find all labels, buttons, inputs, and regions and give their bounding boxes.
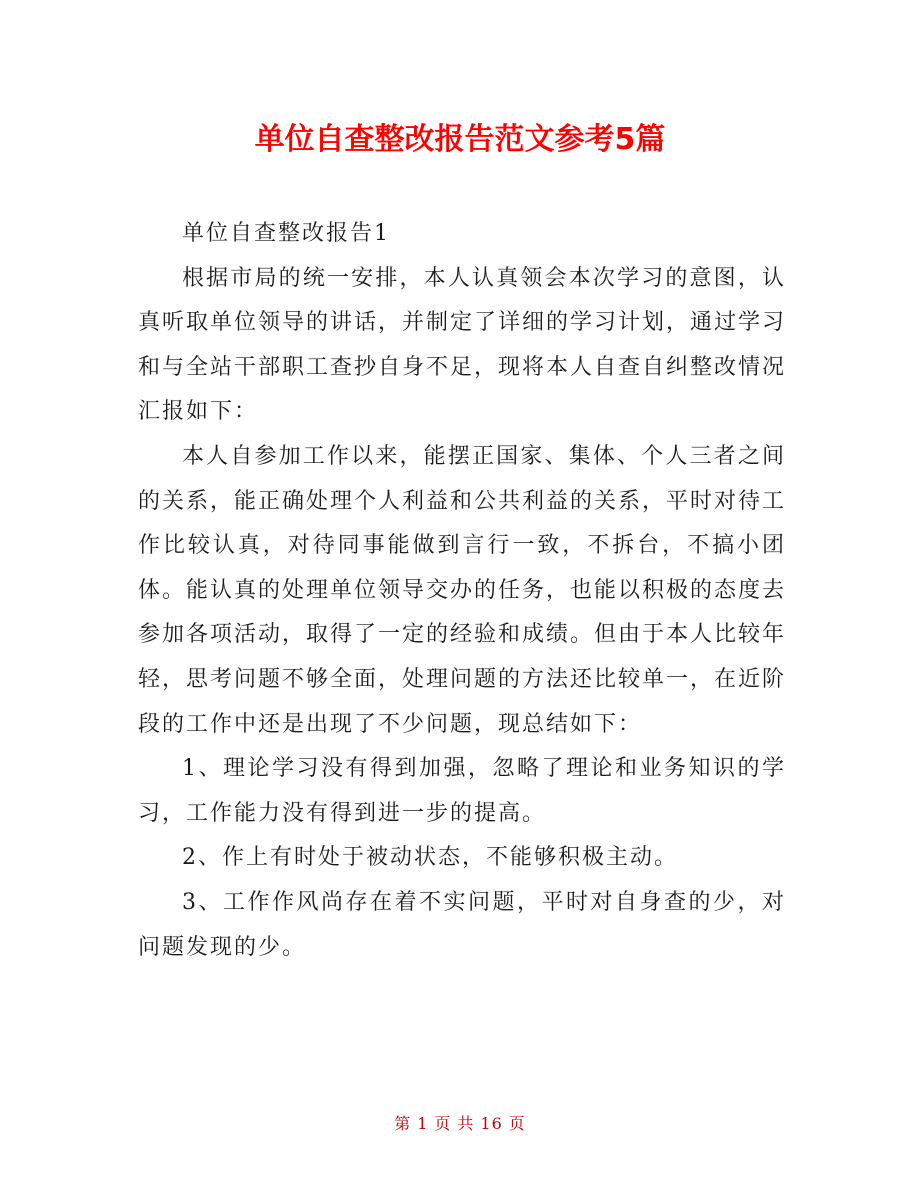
paragraph-intro: 根据市局的统一安排，本人认真领会本次学习的意图，认真听取单位领导的讲话，并制定了详细的学习计划，通过学习和与全站干部职工查抄自身不足，现将本人自查自纠整改情况汇报如下： (138, 265, 787, 425)
page-footer (0, 1112, 920, 1136)
footer-current-page: 1 (417, 1114, 429, 1133)
paragraph-self-review: 本人自参加工作以来，能摆正国家、集体、个人三者之间的关系，能正确处理个人利益和公共利益的关系，平时对待工作比较认真，对待同事能做到言行一致，不拆台，不搞小团体。能认真的处理单位领导交办的任务，也能以积极的态度去参加各项活动，取得了一定的经验和成绩。但由于本人比较年轻，思考问题不够全面，处理问题的方法还比较单一，在近阶段的工作中还是出现了不少问题，现总结如下： (138, 443, 787, 737)
footer-total-pages: 16 (480, 1114, 503, 1133)
footer-total-unit: 页 (508, 1114, 526, 1133)
paragraph-issue-3: 3、工作作风尚存在着不实问题，平时对自身查的少，对问题发现的少。 (138, 889, 786, 960)
section-heading: 单位自查整改报告1 (182, 221, 390, 246)
document-title: 单位自查整改报告范文参考5篇 (254, 122, 666, 157)
document-body (138, 212, 786, 970)
footer-total-prefix: 共 (457, 1114, 475, 1133)
paragraph-issue-2: 2、作上有时处于被动状态，不能够积极主动。 (182, 845, 678, 871)
footer-page-unit: 页 (434, 1114, 452, 1133)
paragraph-issue-1: 1、理论学习没有得到加强，忽略了理论和业务知识的学习，工作能力没有得到进一步的提高。 (138, 756, 786, 826)
footer-prefix: 第 (394, 1114, 412, 1133)
